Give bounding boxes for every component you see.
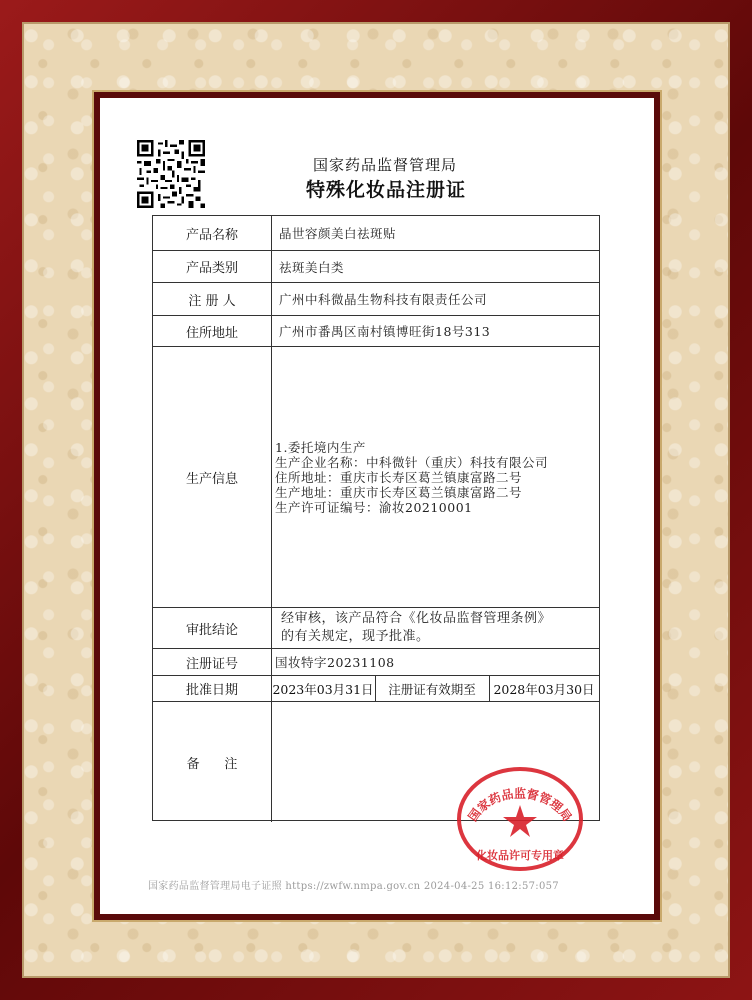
row-category (153, 251, 599, 283)
label-remarks: 备 注 (153, 702, 272, 822)
agency-name: 国家药品监督管理局 (312, 156, 457, 174)
label-production: 生产信息 (153, 347, 272, 607)
certificate-title: 特殊化妆品注册证 (305, 179, 466, 201)
row-conclusion (153, 608, 599, 649)
production-line: 生产地址：重庆市长寿区葛兰镇康富路二号 (275, 484, 523, 500)
value-address: 广州市番禺区南村镇博旺街18号313 (279, 324, 491, 339)
seal-top-text: 国家药品监督管理局 (465, 786, 575, 825)
certificate-table (152, 215, 600, 821)
production-line: 住所地址：重庆市长寿区葛兰镇康富路二号 (275, 469, 523, 485)
value-production (275, 347, 591, 607)
label-approval-date: 批准日期 (153, 676, 272, 701)
production-line: 1.委托境内生产 (275, 439, 366, 455)
label-product-name: 产品名称 (153, 216, 272, 250)
production-line: 生产企业名称：中科微针（重庆）科技有限公司 (275, 454, 549, 470)
label-category: 产品类别 (153, 251, 272, 282)
value-product-name: 晶世容颜美白祛斑贴 (279, 226, 397, 241)
label-valid-until: 注册证有效期至 (375, 676, 490, 701)
row-reg-no (153, 649, 599, 676)
value-approval-date: 2023年03月31日 (271, 676, 376, 701)
row-approval (153, 676, 599, 702)
value-category: 祛斑美白类 (279, 259, 345, 275)
value-reg-no: 国妆特字20231108 (275, 655, 395, 670)
production-line: 生产许可证编号：渝妆20210001 (275, 499, 473, 515)
seal-bottom-text: 化妆品许可专用章 (476, 849, 564, 862)
value-registrant: 广州中科微晶生物科技有限责任公司 (279, 292, 488, 307)
conclusion-line: 的有关规定，现予批准。 (281, 629, 430, 644)
conclusion-line: 经审核，该产品符合《化妆品监督管理条例》 (281, 611, 552, 626)
row-address (153, 316, 599, 347)
row-product-name (153, 216, 599, 251)
label-address: 住所地址 (153, 316, 272, 346)
qr-code-icon (137, 140, 205, 208)
label-conclusion: 审批结论 (153, 608, 272, 648)
row-registrant (153, 283, 599, 316)
row-production (153, 347, 599, 608)
value-valid-until: 2028年03月30日 (493, 681, 595, 697)
footer-text: 国家药品监督管理局电子证照 https://zwfw.nmpa.gov.cn 2024-04-25 16:12:57:057 (148, 881, 559, 892)
label-registrant: 注 册 人 (153, 283, 272, 315)
official-seal (455, 765, 585, 873)
label-reg-no: 注册证号 (153, 649, 272, 675)
value-conclusion (281, 608, 591, 648)
